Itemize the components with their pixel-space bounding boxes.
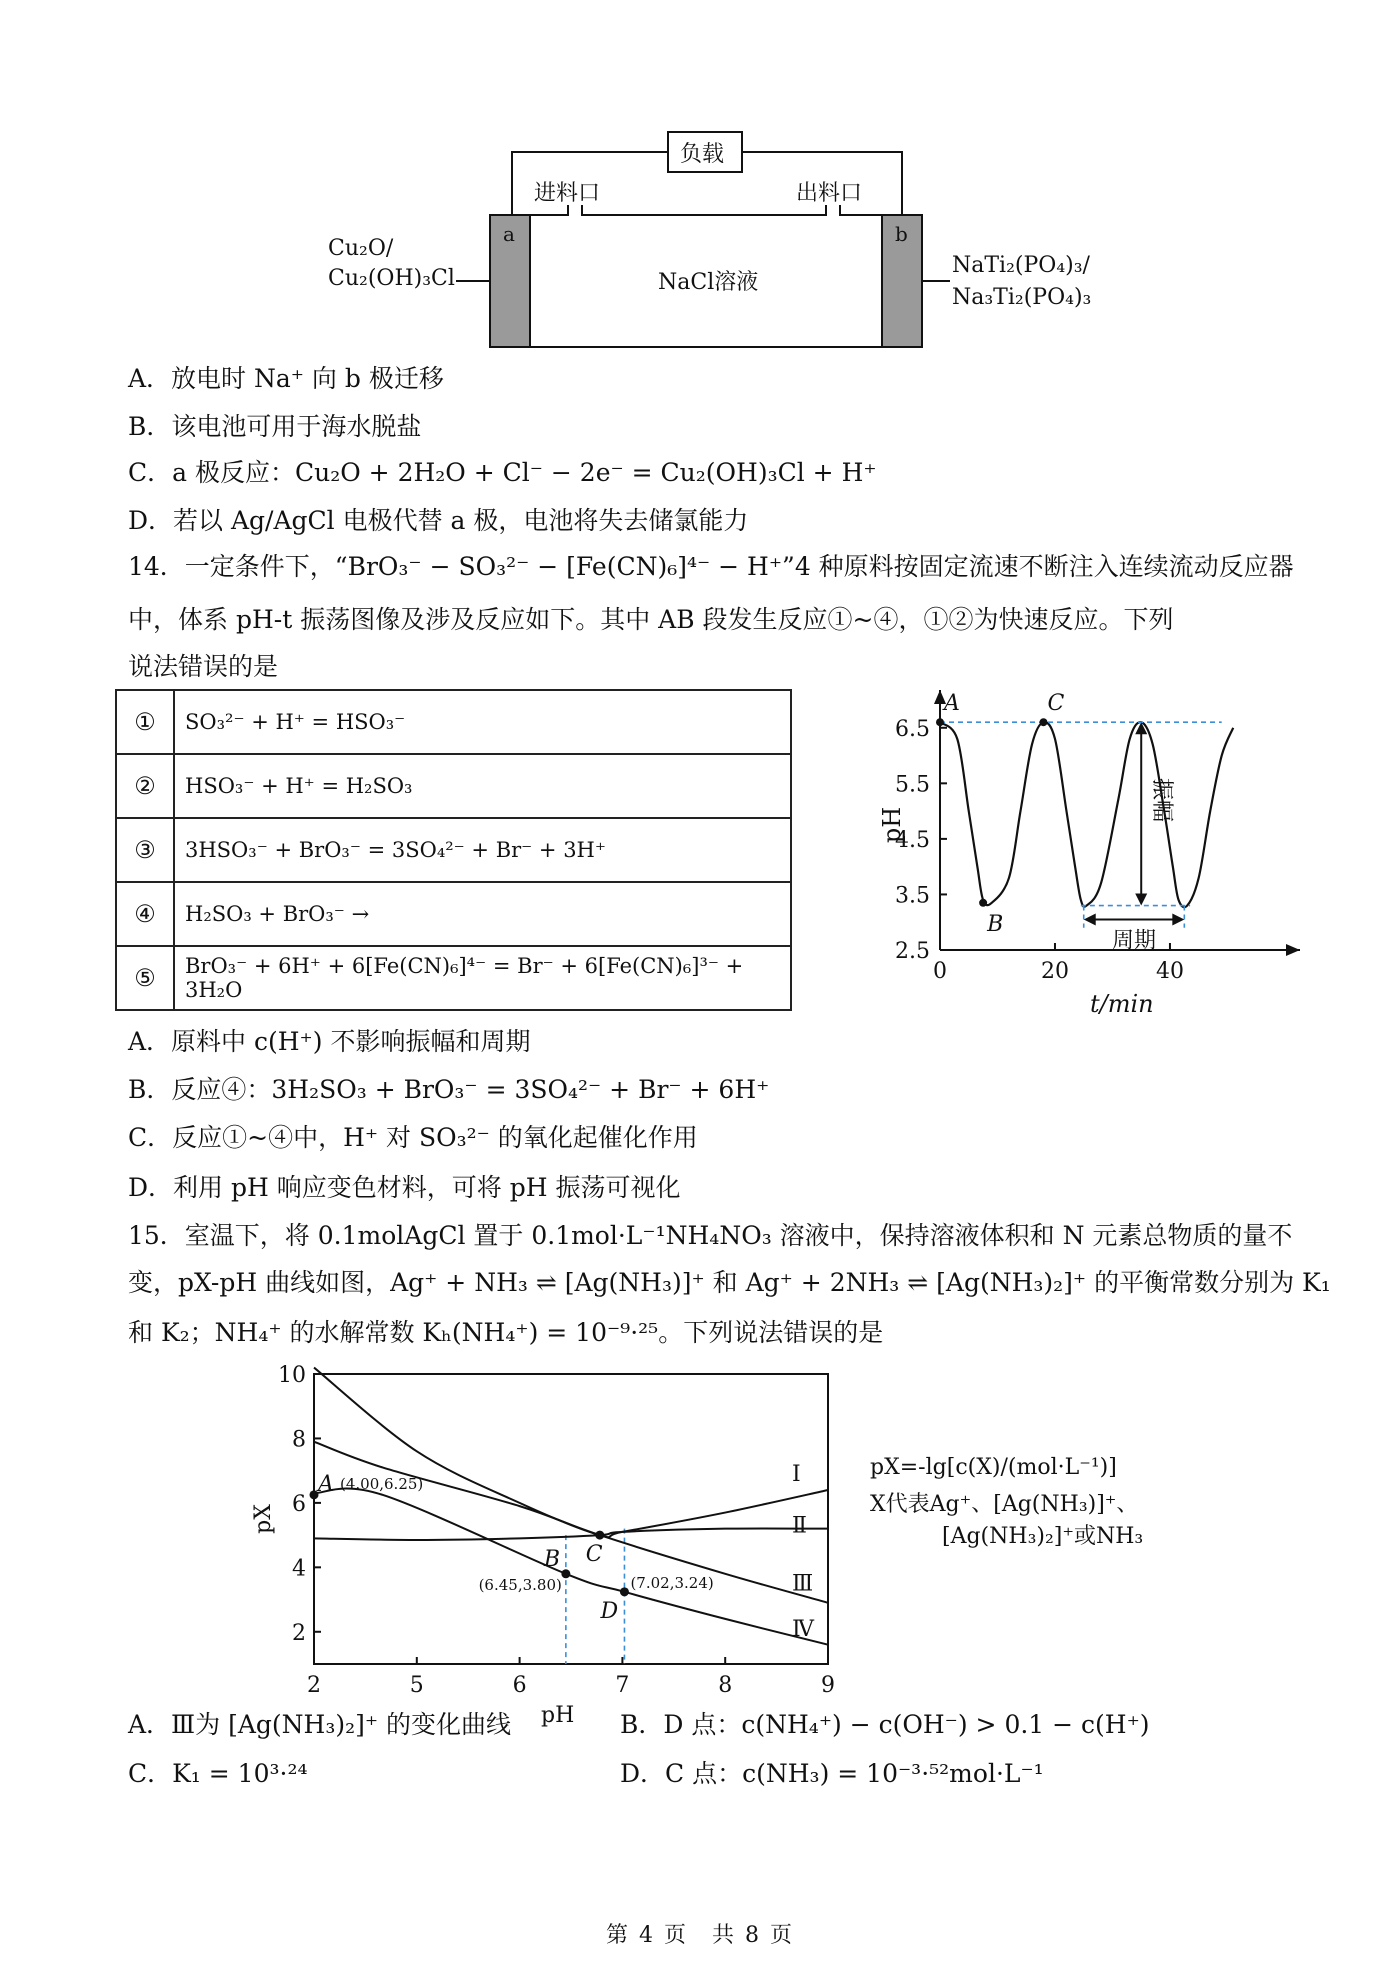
y-tick-label: 2.5 — [895, 939, 930, 964]
y-tick-label: 8 — [292, 1427, 306, 1453]
y-axis-label: pH — [878, 806, 906, 844]
period-label: 周期 — [1112, 928, 1157, 954]
point-label: C — [1047, 691, 1065, 717]
point-D — [620, 1587, 629, 1596]
y-tick-label: 4 — [292, 1556, 306, 1582]
q14-stem-1: 14．一定条件下，“BrO₃⁻ − SO₃²⁻ − [Fe(CN)₆]⁴⁻ − H⁺”4 种原料按固定流速不断注入连续流动反应器 — [128, 552, 1294, 581]
amplitude-label: 振幅 — [1149, 777, 1175, 823]
q15-option-b: B．D 点：c(NH₄⁺) − c(OH⁻) > 0.1 − c(H⁺) — [620, 1710, 1150, 1739]
solution-label: NaCl溶液 — [658, 270, 759, 295]
series-label: Ⅱ — [792, 1513, 807, 1539]
reaction-row — [116, 754, 791, 818]
reaction-equation: BrO₃⁻ + 6H⁺ + 6[Fe(CN)₆]⁴⁻ = Br⁻ + 6[Fe(CN)₆]³⁻ + 3H₂O — [174, 946, 791, 1010]
q15-option-a: A．Ⅲ为 [Ag(NH₃)₂]⁺ 的变化曲线 — [128, 1710, 512, 1739]
x-tick-label: 40 — [1155, 959, 1184, 984]
point-label: D — [600, 1598, 619, 1624]
q15-option-c: C．K₁ = 10³·²⁴ — [128, 1759, 308, 1788]
q14-stem-3: 说法错误的是 — [128, 652, 279, 681]
y-tick-label: 4.5 — [895, 827, 930, 853]
point-label: C — [585, 1542, 603, 1568]
point-B — [561, 1569, 570, 1578]
reaction-number: ② — [116, 754, 174, 818]
y-tick-label: 5.5 — [895, 772, 930, 798]
outlet-label: 出料口 — [796, 181, 863, 206]
q15-stem-3: 和 K₂；NH₄⁺ 的水解常数 Kₕ(NH₄⁺) = 10⁻⁹·²⁵。下列说法错误的是 — [128, 1318, 884, 1347]
left-material-1: Cu₂O/ — [328, 236, 394, 261]
curve-1 — [314, 1368, 828, 1538]
q14-stem-2: 中，体系 pH-t 振荡图像及涉及反应如下。其中 AB 段发生反应①~④，①②为快速反应。下列 — [128, 605, 1174, 634]
cell-top-mid — [582, 205, 826, 215]
q13-option-a: A．放电时 Na⁺ 向 b 极迁移 — [128, 364, 444, 393]
q14-option-c: C．反应①~④中，H⁺ 对 SO₃²⁻ 的氧化起催化作用 — [128, 1123, 698, 1152]
x-tick-label: 0 — [933, 959, 947, 984]
x-axis-label: pH — [541, 1703, 575, 1728]
q15-stem-1: 15．室温下，将 0.1molAgCl 置于 0.1mol·L⁻¹NH₄NO₃ 溶液中，保持溶液体积和 N 元素总物质的量不 — [128, 1221, 1293, 1250]
point-C — [595, 1531, 604, 1540]
reaction-row — [116, 882, 791, 946]
battery-diagram — [0, 0, 1400, 360]
q15-legend-2: X代表Ag⁺、[Ag(NH₃)]⁺、 — [870, 1492, 1139, 1517]
x-tick-label: 9 — [821, 1673, 835, 1698]
reaction-number: ⑤ — [116, 946, 174, 1010]
q13-option-b: B．该电池可用于海水脱盐 — [128, 412, 422, 441]
y-axis-label: pX — [251, 1504, 276, 1534]
load-label: 负载 — [680, 142, 725, 167]
x-tick-label: 20 — [1040, 959, 1069, 984]
q15-option-d: D．C 点：c(NH₃) = 10⁻³·⁵²mol·L⁻¹ — [620, 1759, 1044, 1788]
point-label: A — [318, 1471, 334, 1497]
series-label: Ⅰ — [792, 1462, 801, 1488]
right-material-1: NaTi₂(PO₄)₃/ — [952, 253, 1090, 278]
page-footer: 第 4 页 共 8 页 — [606, 1923, 794, 1948]
q13-option-d: D．若以 Ag/AgCl 电极代替 a 极，电池将失去储氯能力 — [128, 506, 749, 535]
point-label: B — [543, 1546, 561, 1572]
curve-4 — [314, 1488, 828, 1644]
ph-oscillation-chart — [860, 680, 1300, 1020]
point-label: B — [987, 911, 1004, 937]
reaction-equation: SO₃²⁻ + H⁺ = HSO₃⁻ — [174, 690, 791, 754]
reaction-table — [115, 689, 792, 1011]
point-coordinate-label: (6.45,3.80) — [478, 1575, 562, 1594]
point-C — [1039, 718, 1047, 726]
curve-3 — [314, 1442, 828, 1603]
q14-option-a: A．原料中 c(H⁺) 不影响振幅和周期 — [128, 1027, 531, 1056]
q15-legend-3: [Ag(NH₃)₂]⁺或NH₃ — [942, 1524, 1144, 1549]
y-tick-label: 3.5 — [895, 883, 930, 909]
reaction-equation: H₂SO₃ + BrO₃⁻ → — [174, 882, 791, 946]
plot-frame — [314, 1374, 828, 1664]
electrode-a-label: a — [503, 222, 515, 246]
x-tick-label: 6 — [512, 1673, 527, 1698]
series-label: Ⅳ — [792, 1616, 814, 1642]
x-tick-label: 5 — [409, 1673, 424, 1698]
q15-stem-2: 变，pX-pH 曲线如图，Ag⁺ + NH₃ ⇌ [Ag(NH₃)]⁺ 和 Ag⁺ + 2NH₃ ⇌ [Ag(NH₃)₂]⁺ 的平衡常数分别为 K₁ — [128, 1268, 1331, 1297]
q14-option-d: D．利用 pH 响应变色材料，可将 pH 振荡可视化 — [128, 1173, 681, 1202]
electrode-b-label: b — [895, 222, 908, 246]
point-coordinate-label: (7.02,3.24) — [630, 1573, 714, 1592]
q13-option-c: C．a 极反应：Cu₂O + 2H₂O + Cl⁻ − 2e⁻ = Cu₂(OH)₃Cl + H⁺ — [128, 458, 877, 487]
reaction-row — [116, 818, 791, 882]
x-tick-label: 8 — [718, 1673, 733, 1698]
y-tick-label: 6 — [292, 1491, 306, 1517]
series-label: Ⅲ — [792, 1571, 814, 1597]
point-label: A — [944, 691, 960, 717]
reaction-row — [116, 946, 791, 1010]
left-material-2: Cu₂(OH)₃Cl — [328, 266, 455, 291]
right-material-2: Na₃Ti₂(PO₄)₃ — [952, 285, 1092, 310]
y-tick-label: 2 — [292, 1620, 306, 1646]
px-ph-chart — [240, 1350, 880, 1728]
reaction-number: ① — [116, 690, 174, 754]
ph-curve — [940, 722, 1233, 907]
x-tick-label: 2 — [307, 1673, 321, 1698]
x-axis-arrow — [1286, 944, 1300, 956]
point-A — [936, 718, 944, 726]
x-tick-label: 7 — [615, 1673, 630, 1698]
y-tick-label: 6.5 — [895, 716, 930, 742]
reaction-equation: 3HSO₃⁻ + BrO₃⁻ = 3SO₄²⁻ + Br⁻ + 3H⁺ — [174, 818, 791, 882]
inlet-label: 进料口 — [534, 181, 601, 206]
point-B — [979, 899, 987, 907]
reaction-number: ③ — [116, 818, 174, 882]
point-coordinate-label: (4.00,6.25) — [340, 1474, 424, 1493]
q14-option-b: B．反应④：3H₂SO₃ + BrO₃⁻ = 3SO₄²⁻ + Br⁻ + 6H⁺ — [128, 1075, 770, 1104]
reaction-row — [116, 690, 791, 754]
reaction-equation: HSO₃⁻ + H⁺ = H₂SO₃ — [174, 754, 791, 818]
curve-2 — [314, 1528, 828, 1540]
reaction-number: ④ — [116, 882, 174, 946]
q15-legend-1: pX=-lg[c(X)/(mol·L⁻¹)] — [870, 1455, 1117, 1480]
y-tick-label: 10 — [278, 1363, 306, 1388]
x-axis-label: t/min — [1090, 990, 1154, 1018]
